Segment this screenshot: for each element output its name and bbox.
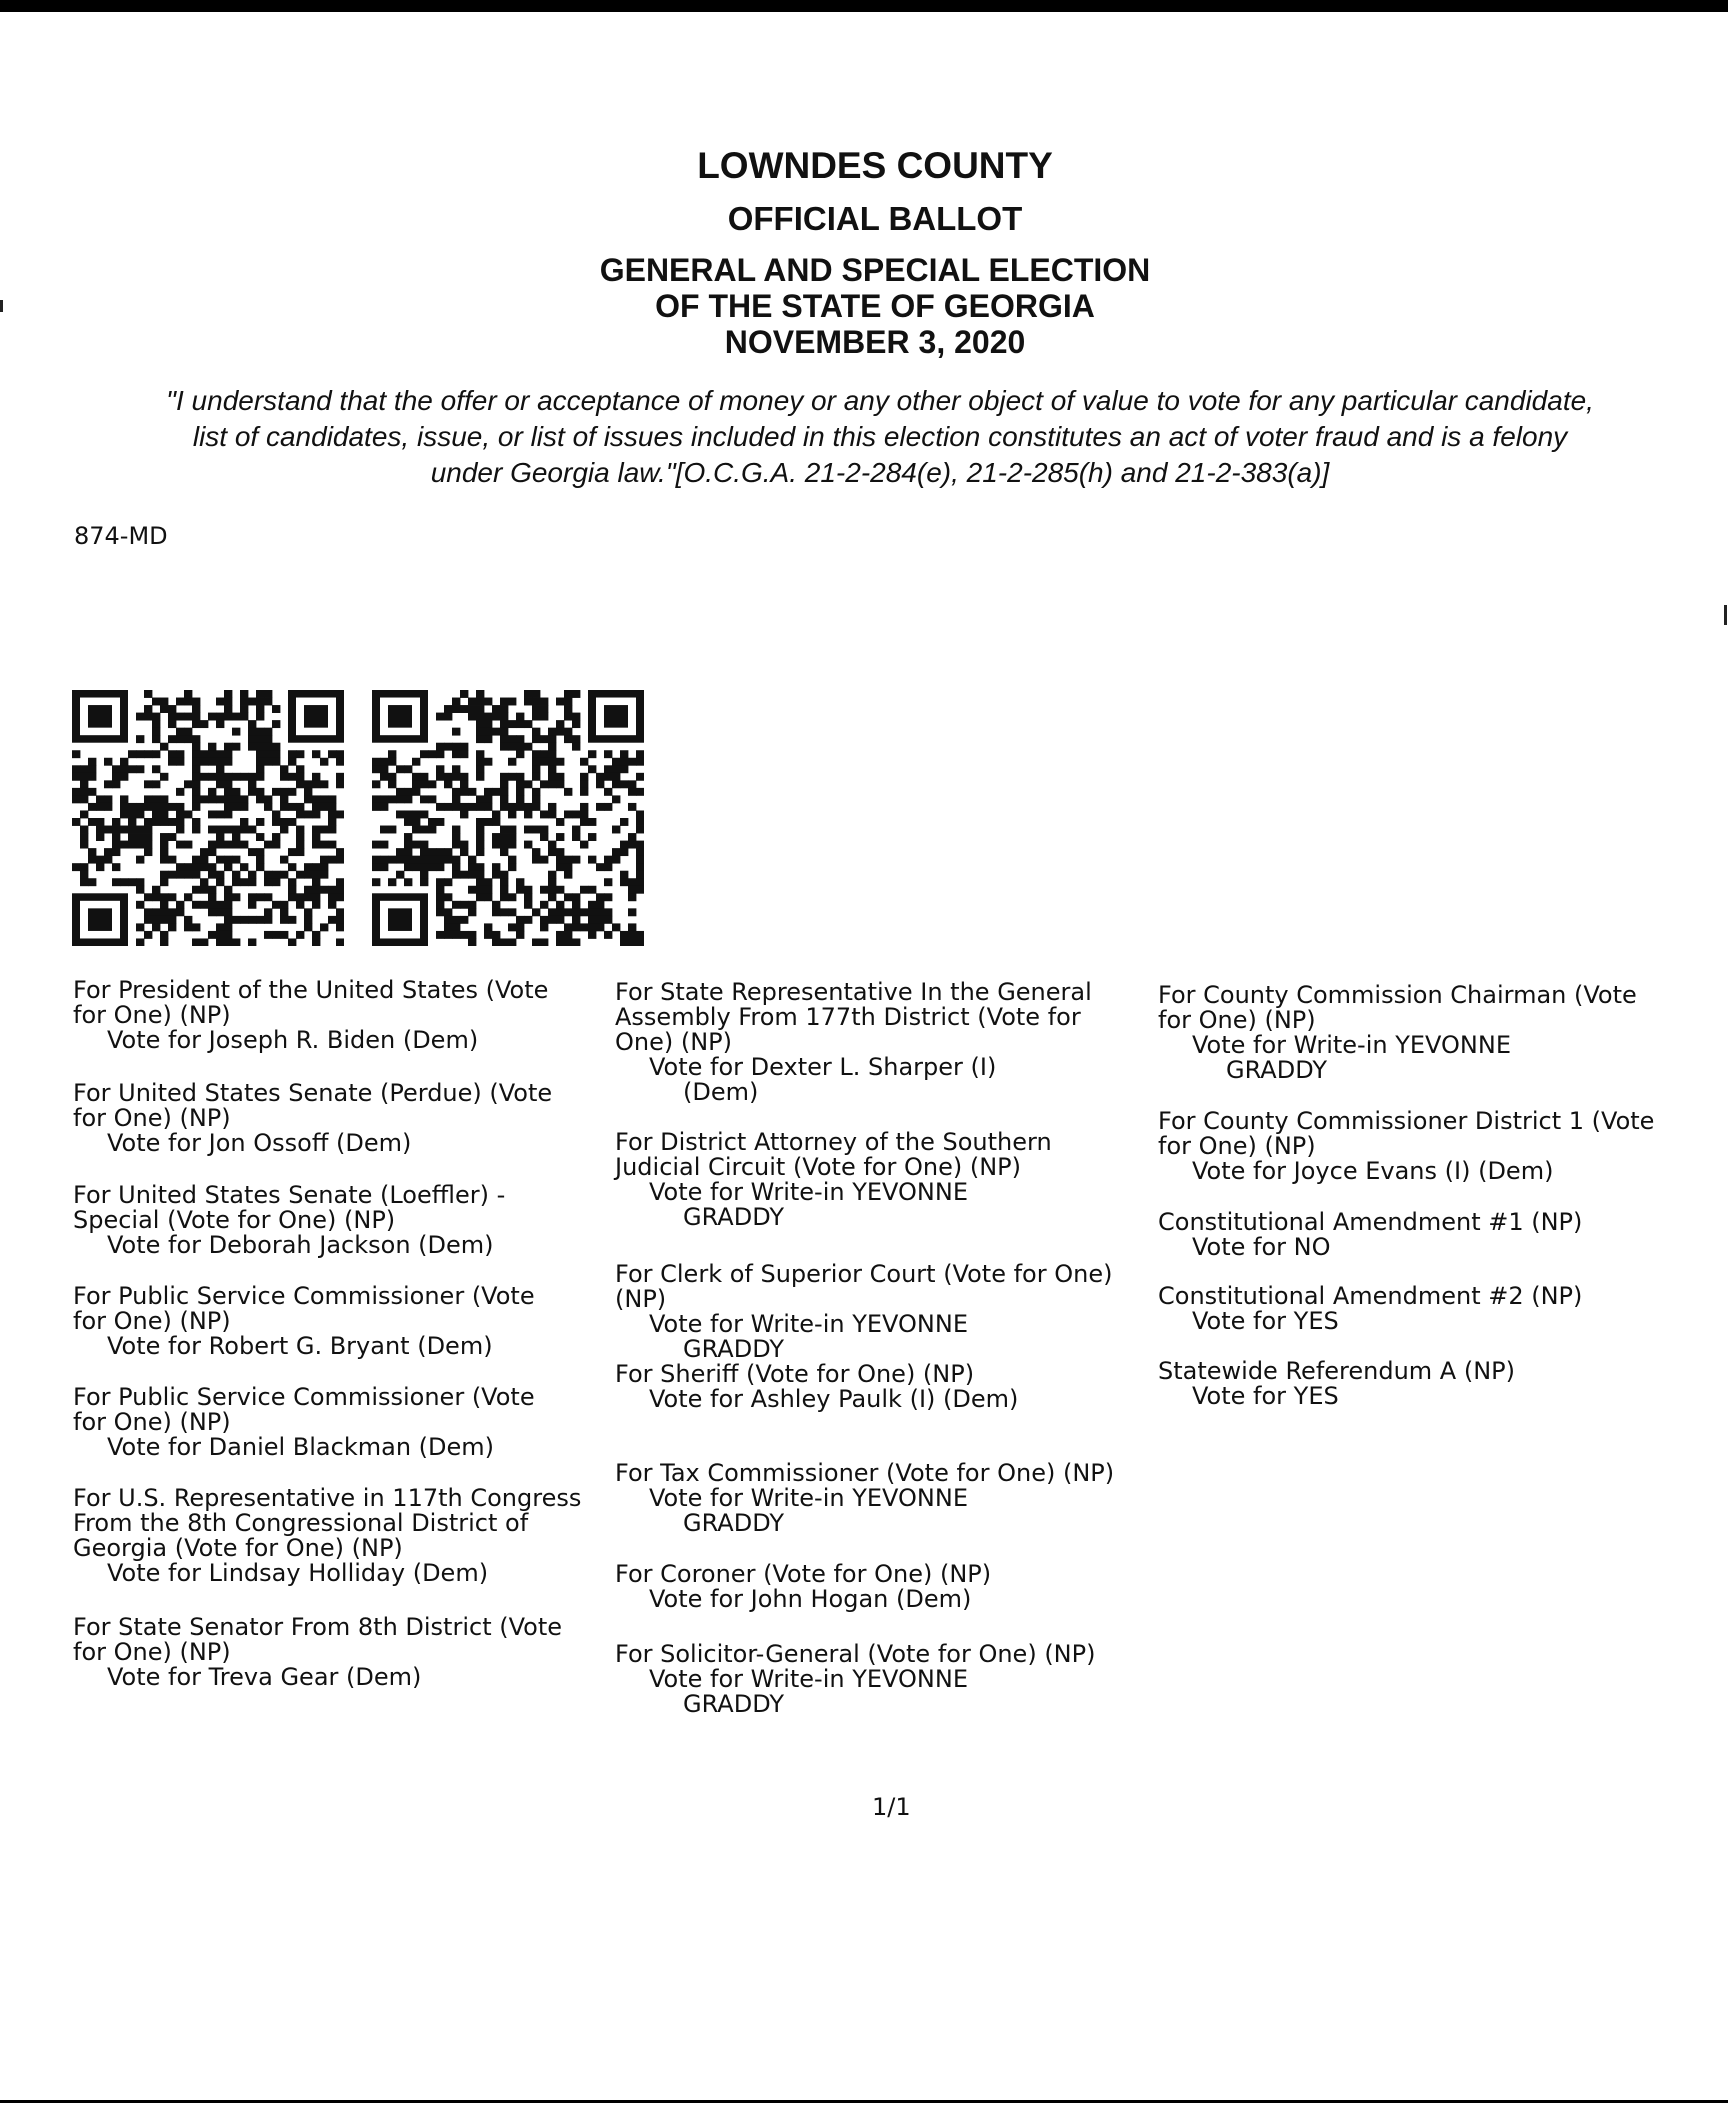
vote-selection-line: Vote for Daniel Blackman (Dem) bbox=[107, 1433, 495, 1461]
race-title bbox=[1158, 1210, 1582, 1235]
ballot-race bbox=[615, 980, 1092, 1105]
vote-selection bbox=[615, 1387, 1018, 1412]
vote-selection bbox=[73, 1435, 535, 1460]
county-title: LOWNDES COUNTY bbox=[697, 145, 1053, 186]
race-title bbox=[1158, 1109, 1654, 1159]
vote-selection-line: Vote for Lindsay Holliday (Dem) bbox=[107, 1559, 489, 1587]
race-title bbox=[1158, 1284, 1582, 1309]
vote-selection-line: Vote for Write-in YEVONNE bbox=[649, 1665, 968, 1693]
race-title bbox=[615, 1262, 1112, 1312]
vote-selection bbox=[615, 1180, 1052, 1230]
vote-selection-line: Vote for Ashley Paulk (I) (Dem) bbox=[649, 1385, 1019, 1413]
vote-selection-line: Vote for Joseph R. Biden (Dem) bbox=[107, 1026, 479, 1054]
race-title-line: For United States Senate (Loeffler) - bbox=[73, 1181, 506, 1209]
vote-selection-line: Vote for Jon Ossoff (Dem) bbox=[107, 1129, 412, 1157]
ballot-race bbox=[615, 1262, 1112, 1362]
race-title-line: For Tax Commissioner (Vote for One) (NP) bbox=[615, 1459, 1115, 1487]
qr-code-1 bbox=[72, 690, 344, 946]
race-title-line: (NP) bbox=[615, 1285, 667, 1313]
race-title-line: For Public Service Commissioner (Vote bbox=[73, 1383, 535, 1411]
race-title-line: Judicial Circuit (Vote for One) (NP) bbox=[615, 1153, 1021, 1181]
race-title bbox=[615, 1562, 991, 1587]
ballot-race bbox=[615, 1642, 1095, 1717]
race-title bbox=[615, 980, 1092, 1055]
race-title-line: For Coroner (Vote for One) (NP) bbox=[615, 1560, 992, 1588]
vote-selection-line: Vote for Deborah Jackson (Dem) bbox=[107, 1231, 494, 1259]
race-title bbox=[73, 978, 548, 1028]
ballot-race bbox=[615, 1562, 991, 1612]
race-title-line: for One) (NP) bbox=[73, 1408, 231, 1436]
race-title bbox=[615, 1362, 1018, 1387]
vote-selection-line: Vote for Robert G. Bryant (Dem) bbox=[107, 1332, 493, 1360]
vote-selection bbox=[615, 1055, 1092, 1105]
scan-top-border bbox=[0, 0, 1728, 12]
vote-selection bbox=[73, 1028, 548, 1053]
race-title bbox=[73, 1081, 552, 1131]
race-title-line: From the 8th Congressional District of bbox=[73, 1509, 529, 1537]
race-title-line: For County Commission Chairman (Vote bbox=[1158, 981, 1637, 1009]
vote-selection bbox=[1158, 1033, 1637, 1083]
vote-selection bbox=[73, 1561, 581, 1586]
vote-selection-line: Vote for YES bbox=[1192, 1382, 1339, 1410]
vote-selection bbox=[1158, 1235, 1582, 1260]
race-title-line: For Sheriff (Vote for One) (NP) bbox=[615, 1360, 975, 1388]
ballot-race bbox=[1158, 983, 1637, 1083]
race-title-line: For Solicitor-General (Vote for One) (NP) bbox=[615, 1640, 1096, 1668]
vote-selection-line: Vote for Joyce Evans (I) (Dem) bbox=[1192, 1157, 1554, 1185]
ballot-race bbox=[73, 1284, 535, 1359]
ballot-race bbox=[73, 1615, 562, 1690]
race-title-line: For U.S. Representative in 117th Congress bbox=[73, 1484, 582, 1512]
vote-selection bbox=[615, 1667, 1095, 1717]
qr-code-2 bbox=[372, 690, 644, 946]
race-title bbox=[73, 1284, 535, 1334]
vote-selection-line: (Dem) bbox=[683, 1078, 759, 1106]
vote-selection-line: GRADDY bbox=[1226, 1056, 1328, 1084]
page-number: 1/1 bbox=[872, 1793, 911, 1821]
race-title-line: For President of the United States (Vote bbox=[73, 976, 549, 1004]
race-title bbox=[1158, 983, 1637, 1033]
race-title-line: One) (NP) bbox=[615, 1028, 733, 1056]
race-title-line: Constitutional Amendment #2 (NP) bbox=[1158, 1282, 1583, 1310]
vote-selection bbox=[73, 1233, 505, 1258]
ballot-race bbox=[1158, 1210, 1582, 1260]
notice-line: under Georgia law."[O.C.G.A. 21-2-284(e), 21-2-285(h) and 21-2-383(a)] bbox=[430, 457, 1330, 488]
race-title-line: For Public Service Commissioner (Vote bbox=[73, 1282, 535, 1310]
election-line-2: OF THE STATE OF GEORGIA bbox=[655, 288, 1095, 324]
vote-selection bbox=[1158, 1159, 1654, 1184]
vote-selection-line: Vote for Write-in YEVONNE bbox=[649, 1178, 968, 1206]
vote-selection-line: Vote for John Hogan (Dem) bbox=[649, 1585, 972, 1613]
vote-selection-line: Vote for Write-in YEVONNE bbox=[1192, 1031, 1511, 1059]
vote-selection bbox=[1158, 1384, 1515, 1409]
ballot-race bbox=[615, 1362, 1018, 1412]
vote-selection-line: Vote for Write-in YEVONNE bbox=[649, 1310, 968, 1338]
scan-bottom-border bbox=[0, 2100, 1728, 2103]
notice-line: "I understand that the offer or acceptance of money or any other object of value to vote for any particular candidate, bbox=[166, 385, 1594, 416]
scan-mark bbox=[1724, 605, 1727, 625]
vote-selection bbox=[73, 1131, 552, 1156]
vote-selection bbox=[1158, 1309, 1582, 1334]
race-title-line: For Clerk of Superior Court (Vote for One) bbox=[615, 1260, 1113, 1288]
qr-code-icon bbox=[72, 690, 344, 946]
race-title-line: For County Commissioner District 1 (Vote bbox=[1158, 1107, 1655, 1135]
vote-selection-line: GRADDY bbox=[683, 1203, 785, 1231]
race-title-line: Statewide Referendum A (NP) bbox=[1158, 1357, 1515, 1385]
vote-selection-line: Vote for NO bbox=[1192, 1233, 1331, 1261]
vote-selection-line: GRADDY bbox=[683, 1690, 785, 1718]
race-title-line: for One) (NP) bbox=[73, 1104, 231, 1132]
race-title-line: Georgia (Vote for One) (NP) bbox=[73, 1534, 403, 1562]
ballot-race bbox=[615, 1461, 1114, 1536]
ballot-race bbox=[73, 978, 548, 1053]
race-title-line: Assembly From 177th District (Vote for bbox=[615, 1003, 1081, 1031]
ballot-race bbox=[73, 1385, 535, 1460]
race-title-line: For State Senator From 8th District (Vote bbox=[73, 1613, 563, 1641]
ballot-type-title: OFFICIAL BALLOT bbox=[727, 200, 1023, 237]
race-title-line: For United States Senate (Perdue) (Vote bbox=[73, 1079, 553, 1107]
ballot-race bbox=[1158, 1359, 1515, 1409]
voter-fraud-notice bbox=[60, 383, 1700, 491]
ballot-race bbox=[73, 1183, 505, 1258]
vote-selection bbox=[615, 1587, 991, 1612]
vote-selection-line: Vote for Treva Gear (Dem) bbox=[107, 1663, 422, 1691]
race-title-line: for One) (NP) bbox=[73, 1307, 231, 1335]
race-title bbox=[73, 1183, 505, 1233]
election-title bbox=[0, 252, 1728, 360]
race-title bbox=[73, 1615, 562, 1665]
race-title-line: for One) (NP) bbox=[1158, 1006, 1316, 1034]
ballot-race bbox=[615, 1130, 1052, 1230]
qr-code-icon bbox=[372, 690, 644, 946]
race-title-line: For State Representative In the General bbox=[615, 978, 1092, 1006]
vote-selection bbox=[73, 1334, 535, 1359]
vote-selection-line: Vote for Write-in YEVONNE bbox=[649, 1484, 968, 1512]
vote-selection-line: GRADDY bbox=[683, 1509, 785, 1537]
ballot-race bbox=[73, 1486, 581, 1586]
race-title-line: Special (Vote for One) (NP) bbox=[73, 1206, 396, 1234]
race-title bbox=[615, 1642, 1095, 1667]
race-title-line: for One) (NP) bbox=[73, 1638, 231, 1666]
race-title-line: Constitutional Amendment #1 (NP) bbox=[1158, 1208, 1583, 1236]
ballot-race bbox=[1158, 1109, 1654, 1184]
ballot-style-id: 874-MD bbox=[74, 522, 168, 550]
race-title bbox=[615, 1461, 1114, 1486]
ballot-header bbox=[0, 140, 1728, 360]
vote-selection-line: Vote for Dexter L. Sharper (I) bbox=[649, 1053, 997, 1081]
race-title-line: For District Attorney of the Southern bbox=[615, 1128, 1052, 1156]
vote-selection bbox=[73, 1665, 562, 1690]
ballot-race bbox=[1158, 1284, 1582, 1334]
vote-selection-line: GRADDY bbox=[683, 1335, 785, 1363]
ballot-race bbox=[73, 1081, 552, 1156]
notice-line: list of candidates, issue, or list of issues included in this election constitutes an act of voter fraud and is a felony bbox=[192, 421, 1568, 452]
race-title bbox=[73, 1385, 535, 1435]
race-title-line: for One) (NP) bbox=[73, 1001, 231, 1029]
vote-selection bbox=[615, 1486, 1114, 1536]
vote-selection-line: Vote for YES bbox=[1192, 1307, 1339, 1335]
race-title-line: for One) (NP) bbox=[1158, 1132, 1316, 1160]
race-title bbox=[1158, 1359, 1515, 1384]
race-title bbox=[615, 1130, 1052, 1180]
election-line-1: GENERAL AND SPECIAL ELECTION bbox=[599, 252, 1151, 288]
vote-selection bbox=[615, 1312, 1112, 1362]
election-date: NOVEMBER 3, 2020 bbox=[724, 324, 1026, 360]
race-title bbox=[73, 1486, 581, 1561]
